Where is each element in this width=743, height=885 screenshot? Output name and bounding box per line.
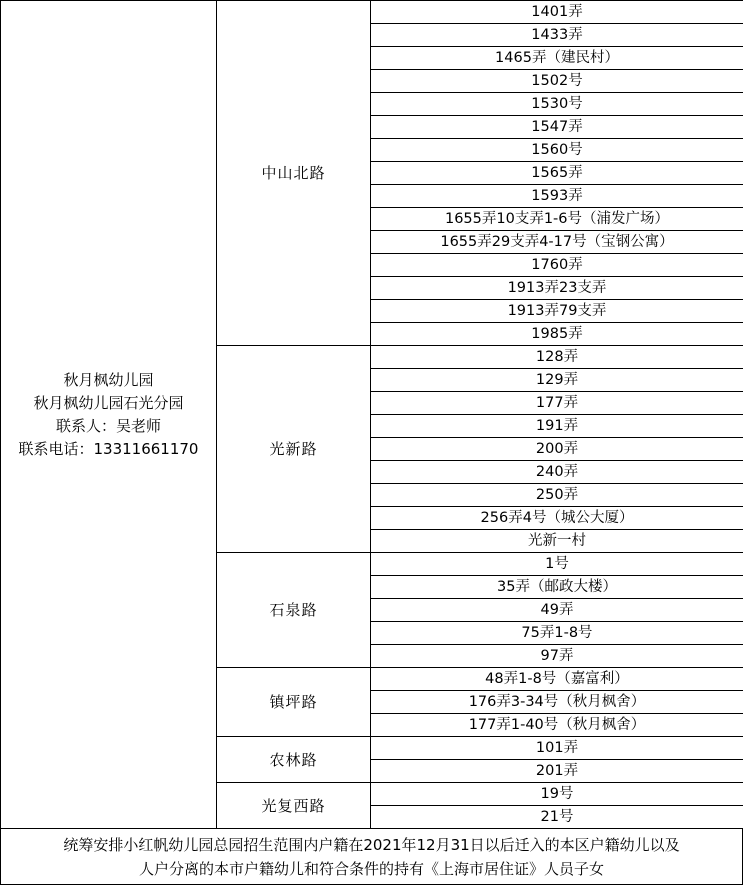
address-cell: 1号 (371, 553, 743, 576)
branch-name: 秋月枫幼儿园石光分园 (33, 393, 184, 412)
school-info-cell (1, 1, 217, 829)
road-name: 镇坪路 (217, 668, 371, 737)
address-cell: 101弄 (371, 737, 743, 760)
address-cell: 1913弄79支弄 (371, 300, 743, 323)
road-name: 光新路 (217, 346, 371, 553)
table-row (1, 1, 743, 24)
road-name: 农林路 (217, 737, 371, 783)
address-cell: 光新一村 (371, 530, 743, 553)
address-cell: 19号 (371, 783, 743, 806)
contact-person: 联系人：吴老师 (55, 416, 161, 435)
table-body (1, 1, 743, 829)
address-cell: 1560号 (371, 139, 743, 162)
school-name: 秋月枫幼儿园 (63, 370, 154, 389)
address-cell: 176弄3-34号（秋月枫舍） (371, 691, 743, 714)
address-cell: 256弄4号（城公大厦） (371, 507, 743, 530)
address-cell: 48弄1-8号（嘉富利） (371, 668, 743, 691)
address-cell: 49弄 (371, 599, 743, 622)
road-name: 光复西路 (217, 783, 371, 829)
address-cell: 1655弄29支弄4-17号（宝钢公寓） (371, 231, 743, 254)
address-cell: 201弄 (371, 760, 743, 783)
address-cell: 35弄（邮政大楼） (371, 576, 743, 599)
address-cell: 1502号 (371, 70, 743, 93)
address-cell: 200弄 (371, 438, 743, 461)
address-cell: 97弄 (371, 645, 743, 668)
address-cell: 191弄 (371, 415, 743, 438)
address-cell: 177弄 (371, 392, 743, 415)
address-cell: 1593弄 (371, 185, 743, 208)
address-cell: 1530号 (371, 93, 743, 116)
address-cell: 250弄 (371, 484, 743, 507)
address-cell: 177弄1-40号（秋月枫舍） (371, 714, 743, 737)
road-name: 中山北路 (217, 1, 371, 346)
note-line-2: 人户分离的本市户籍幼儿和符合条件的持有《上海市居住证》人员子女 (138, 859, 604, 878)
address-cell: 1547弄 (371, 116, 743, 139)
address-cell: 1401弄 (371, 1, 743, 24)
address-cell: 1655弄10支弄1-6号（浦发广场） (371, 208, 743, 231)
address-cell: 1465弄（建民村） (371, 47, 743, 70)
address-cell: 240弄 (371, 461, 743, 484)
address-cell: 21号 (371, 806, 743, 829)
address-cell: 75弄1-8号 (371, 622, 743, 645)
note-text (63, 833, 679, 881)
address-cell: 1913弄23支弄 (371, 277, 743, 300)
address-cell: 1985弄 (371, 323, 743, 346)
address-cell: 1565弄 (371, 162, 743, 185)
address-cell: 1433弄 (371, 24, 743, 47)
enrollment-note (0, 829, 743, 885)
note-line-1: 统筹安排小红帆幼儿园总园招生范围内户籍在2021年12月31日以后迁入的本区户籍幼儿以及 (63, 835, 680, 854)
contact-phone: 联系电话：13311661170 (18, 439, 199, 458)
address-cell: 129弄 (371, 369, 743, 392)
address-cell: 1760弄 (371, 254, 743, 277)
address-cell: 128弄 (371, 346, 743, 369)
road-name: 石泉路 (217, 553, 371, 668)
